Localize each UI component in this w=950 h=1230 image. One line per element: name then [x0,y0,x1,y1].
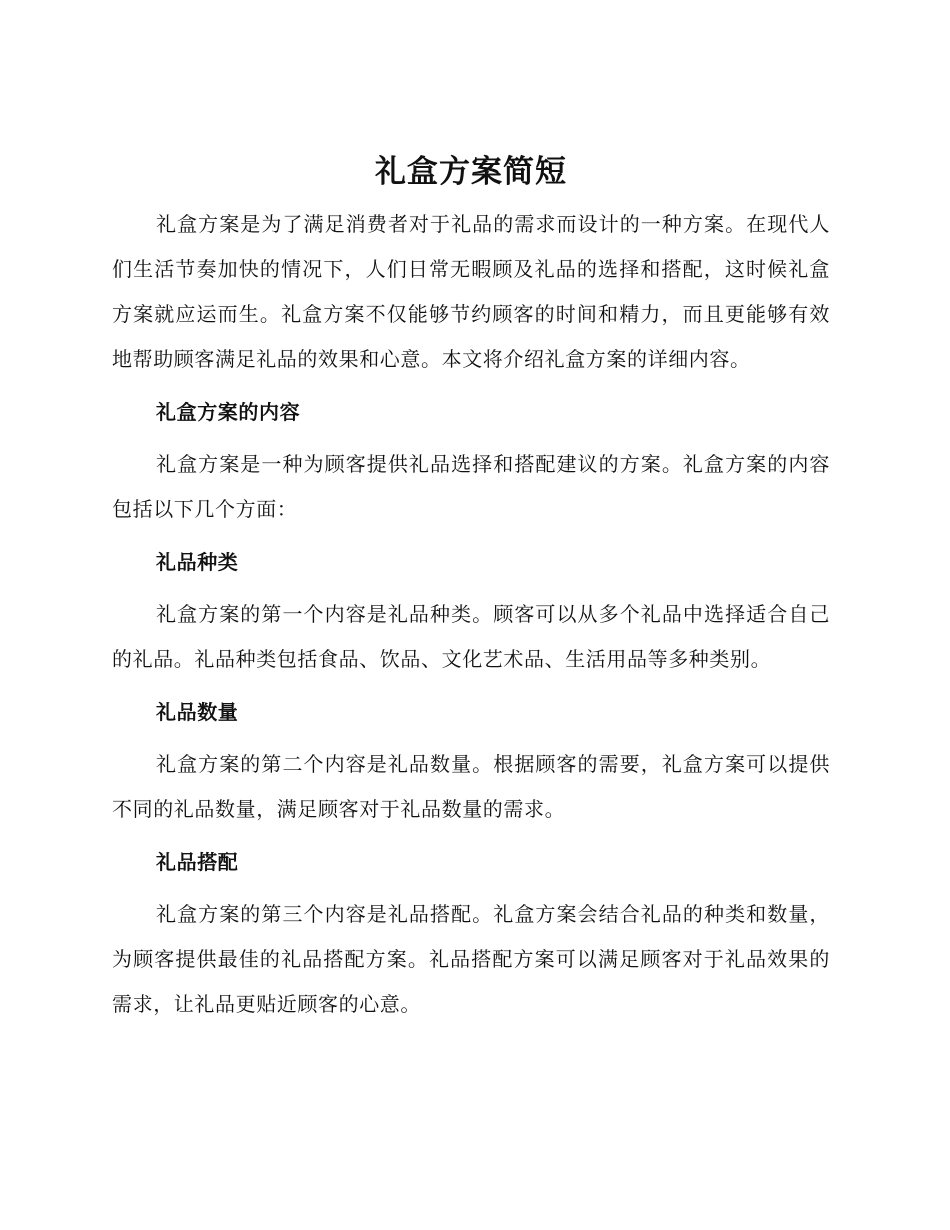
document-title: 礼盒方案简短 [375,154,567,190]
section-heading-content: 礼盒方案的内容 [156,400,301,424]
section-heading-gift-matching: 礼品搭配 [156,850,239,874]
section-body-gift-matching: 礼盒方案的第三个内容是礼品搭配。礼盒方案会结合礼品的种类和数量，为顾客提供最佳的礼品搭配方案。礼品搭配方案可以满足顾客对于礼品效果的需求，让礼品更贴近顾客的心意。 [112,902,830,1016]
section-heading-gift-quantity: 礼品数量 [156,700,239,724]
section-body-gift-quantity: 礼盒方案的第二个内容是礼品数量。根据顾客的需要，礼盒方案可以提供不同的礼品数量，满足顾客对于礼品数量的需求。 [112,752,830,821]
section-body-gift-types: 礼盒方案的第一个内容是礼品种类。顾客可以从多个礼品中选择适合自己的礼品。礼品种类包括食品、饮品、文化艺术品、生活用品等多种类别。 [112,602,830,671]
section-heading-gift-types: 礼品种类 [156,550,239,574]
section-body-content: 礼盒方案是一种为顾客提供礼品选择和搭配建议的方案。礼盒方案的内容包括以下几个方面： [112,452,830,521]
intro-paragraph: 礼盒方案是为了满足消费者对于礼品的需求而设计的一种方案。在现代人们生活节奏加快的情况下，人们日常无暇顾及礼品的选择和搭配，这时候礼盒方案就应运而生。礼盒方案不仅能够节约顾客的时间和精力，而且更能够有效地帮助顾客满足礼品的效果和心意。本文将介绍礼盒方案的详细内容。 [112,212,830,371]
